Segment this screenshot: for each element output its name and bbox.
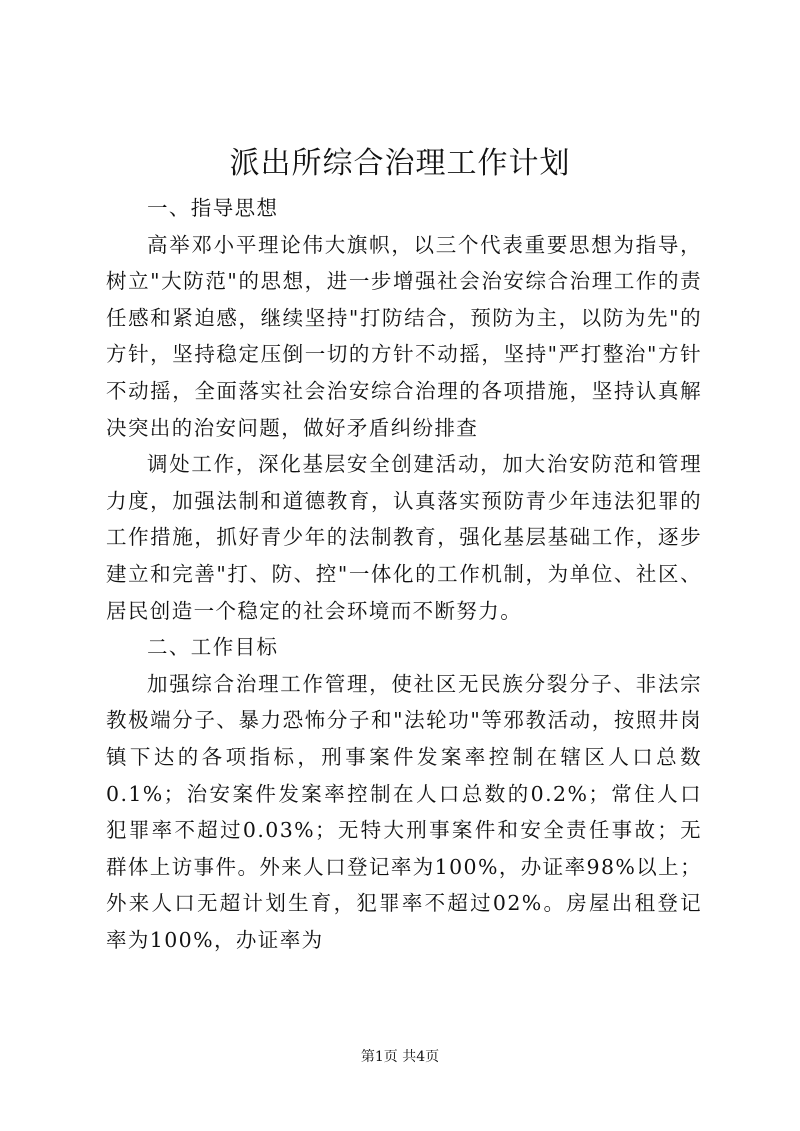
- document-body: [106, 190, 702, 958]
- document-title: 派出所综合治理工作计划: [229, 146, 571, 181]
- paragraph-guiding-ideology-2: 调处工作，深化基层安全创建活动，加大治安防范和管理力度，加强法制和道德教育，认真落实预防青少年违法犯罪的工作措施，抓好青少年的法制教育，强化基层基础工作，逐步建立和完善"打、防、控"一体化的工作机制，为单位、社区、居民创造一个稳定的社会环境而不断努力。: [106, 452, 702, 623]
- page-footer: 第1页 共4页: [360, 1049, 440, 1065]
- paragraph-work-goals-1: 加强综合治理工作管理，使社区无民族分裂分子、非法宗教极端分子、暴力恐怖分子和"法轮功"等邪教活动，按照井岗镇下达的各项指标，刑事案件发案率控制在辖区人口总数0.1%；治安案件发案率控制在人口总数的0.2%；常住人口犯罪率不超过0.03%；无特大刑事案件和安全责任事故；无群体上访事件。外来人口登记率为100%，办证率98%以上；外来人口无超计划生育，犯罪率不超过02%。房屋出租登记率为100%，办证率为: [106, 671, 702, 952]
- section-heading-work-goals: 二、工作目标: [147, 635, 279, 660]
- paragraph-guiding-ideology-1: 高举邓小平理论伟大旗帜，以三个代表重要思想为指导，树立"大防范"的思想，进一步增强社会治安综合治理工作的责任感和紧迫感，继续坚持"打防结合，预防为主，以防为先"的方针，坚持稳定压倒一切的方针不动摇，坚持"严打整治"方针不动摇，全面落实社会治安综合治理的各项措施，坚持认真解决突出的治安问题，做好矛盾纠纷排查: [106, 232, 702, 440]
- section-heading-guiding-ideology: 一、指导思想: [147, 196, 279, 220]
